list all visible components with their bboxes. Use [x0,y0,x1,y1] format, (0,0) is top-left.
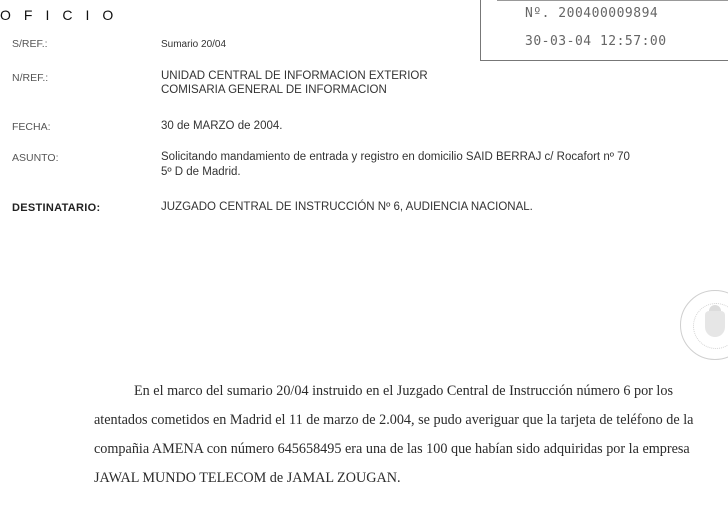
stamp-top-line [497,0,728,1]
stamp-number: Nº. 200400009894 [525,6,659,21]
asunto-label: ASUNTO: [12,152,59,164]
nref-line-1: UNIDAD CENTRAL DE INFORMACION EXTERIOR [161,70,428,82]
nref-line-2: COMISARIA GENERAL DE INFORMACION [161,84,387,96]
destinatario-label: DESTINATARIO: [12,202,101,214]
document-title: OFICIO [0,7,127,23]
seal-crest-icon [705,311,725,337]
sref-label: S/REF.: [12,38,48,50]
stamp-timestamp: 30-03-04 12:57:00 [525,34,667,49]
fecha-value: 30 de MARZO de 2004. [161,120,283,132]
body-paragraph-text: En el marco del sumario 20/04 instruido en el Juzgado Central de Instrucción número 6 por los atentados cometidos en Madrid el 11 de marzo de 2.004, se pudo averiguar que la tarjeta de teléfono de la compañia AMENA con número 645658495 era una de las 100 que habían sido adquiridas por la empresa JAWAL MUNDO TELECOM de JAMAL ZOUGAN. [94,383,694,486]
registry-stamp [480,0,728,61]
asunto-line-2: 5º D de Madrid. [161,166,241,178]
official-seal [680,290,728,360]
asunto-line-1: Solicitando mandamiento de entrada y registro en domicilio SAID BERRAJ c/ Rocafort nº 70 [161,151,630,163]
fecha-label: FECHA: [12,121,51,133]
sref-value: Sumario 20/04 [161,39,227,50]
nref-label: N/REF.: [12,72,49,84]
destinatario-value: JUZGADO CENTRAL DE INSTRUCCIÓN Nº 6, AUDIENCIA NACIONAL. [161,201,533,213]
body-text [94,377,728,493]
body-paragraph [94,377,728,493]
